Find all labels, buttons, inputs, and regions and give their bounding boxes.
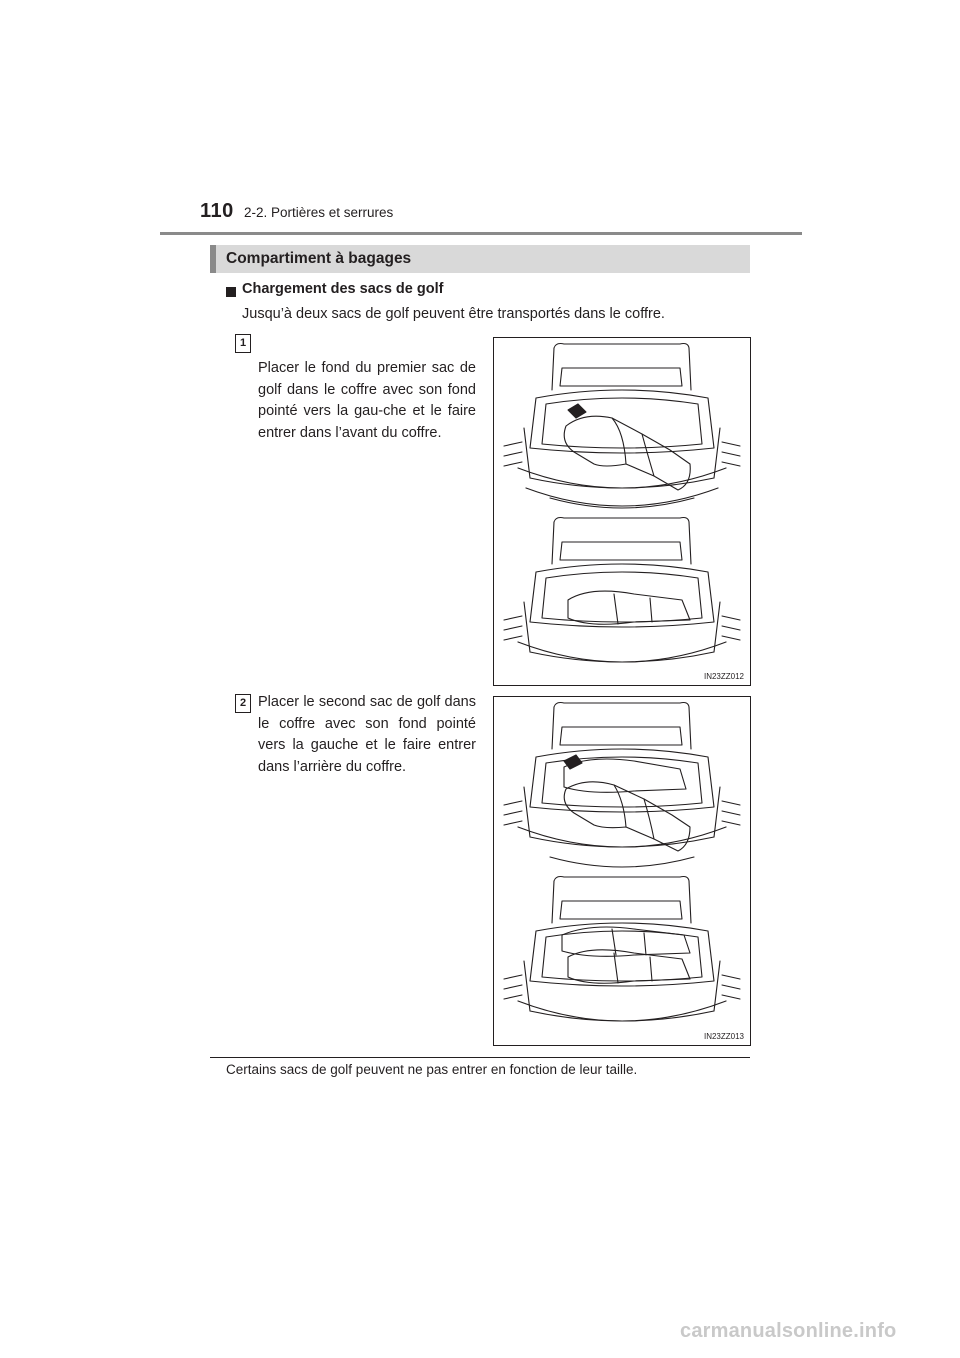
footnote-text: Certains sacs de golf peuvent ne pas entrer en fonction de leur taille. bbox=[226, 1062, 638, 1077]
header-divider bbox=[160, 232, 802, 235]
section-heading-accent bbox=[210, 245, 216, 273]
step-2-text: Placer le second sac de golf dans le coffre avec son fond pointé vers la gauche et le faire entrer dans l’arrière du coffre. bbox=[258, 694, 476, 775]
page-number: 110 bbox=[200, 200, 234, 222]
figure-1-code: IN23ZZ012 bbox=[703, 672, 744, 681]
section-heading: Compartiment à bagages bbox=[226, 250, 412, 267]
chapter-section-title: 2-2. Portières et serrures bbox=[244, 205, 394, 220]
trunk-loading-step-1-illustration bbox=[494, 338, 750, 685]
subsection-heading: Chargement des sacs de golf bbox=[242, 281, 444, 297]
section-heading-bar bbox=[210, 245, 750, 273]
square-bullet-icon bbox=[226, 287, 236, 297]
trunk-loading-step-2-illustration bbox=[494, 697, 750, 1045]
figure-1-trunk-illustration bbox=[493, 337, 751, 686]
figure-2-code: IN23ZZ013 bbox=[703, 1032, 744, 1041]
intro-paragraph: Jusqu’à deux sacs de golf peuvent être transportés dans le coffre. bbox=[242, 306, 665, 322]
step-1-text: Placer le fond du premier sac de golf dans le coffre avec son fond pointé vers la gau-che et le faire entrer dans l’avant du coffre. bbox=[258, 360, 476, 441]
step-1-badge: 1 bbox=[235, 334, 251, 353]
figure-2-trunk-illustration bbox=[493, 696, 751, 1046]
step-2-badge: 2 bbox=[235, 694, 251, 713]
watermark-text: carmanualsonline.info bbox=[680, 1320, 897, 1342]
footnote-divider bbox=[210, 1057, 750, 1058]
